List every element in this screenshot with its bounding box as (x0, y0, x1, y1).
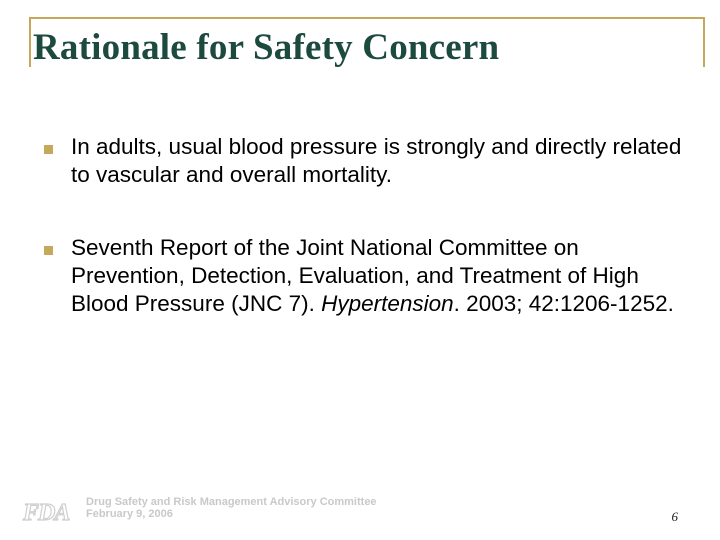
page-number: 6 (671, 509, 678, 524)
title-frame-top-line (29, 17, 705, 19)
fda-logo-text: FDA (23, 500, 70, 523)
square-bullet-icon (44, 145, 53, 154)
reference-text-before: Seventh Report of the Joint National Committee on Prevention, Detection, Evaluation, and Treatment of High Blood Pressure (JNC 7). (71, 235, 639, 316)
footer-caption (86, 496, 377, 520)
bullet-list (38, 133, 688, 318)
footer-committee: Drug Safety and Risk Management Advisory Committee (86, 496, 377, 508)
bullet-text: In adults, usual blood pressure is strongly and directly related to vascular and overall mortality. (71, 134, 682, 187)
journal-name: Hypertension (321, 291, 454, 316)
square-bullet-icon (44, 246, 53, 255)
title-frame-right-line (703, 17, 705, 67)
fda-logo-icon (22, 499, 80, 523)
slide-title: Rationale for Safety Concern (33, 27, 500, 68)
bullet-item-reference (38, 234, 688, 318)
title-frame-left-line (29, 17, 31, 67)
reference-text-after: . 2003; 42:1206-1252. (453, 291, 674, 316)
footer-date: February 9, 2006 (86, 508, 173, 520)
bullet-item (38, 133, 688, 189)
